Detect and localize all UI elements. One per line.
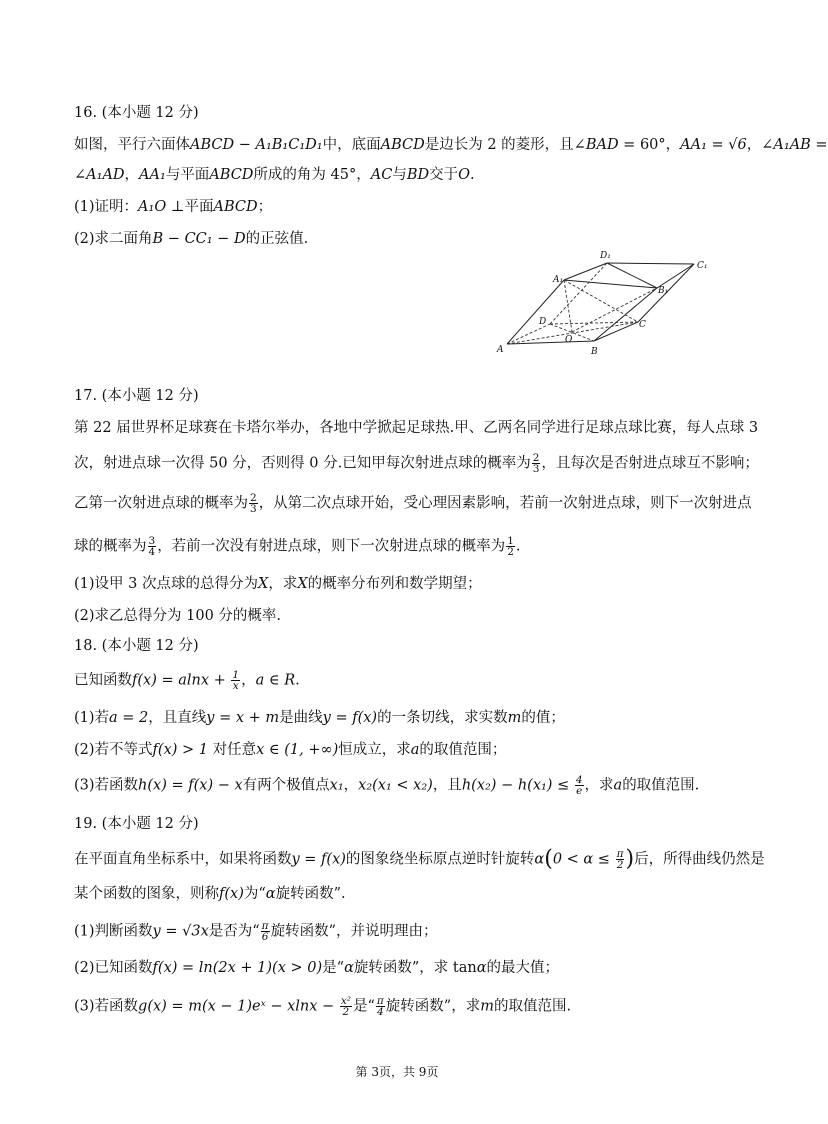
seg-A1C-hidden: [564, 280, 638, 322]
label-B: B: [591, 347, 598, 357]
fraction: $\frac{2}{3}$: [532, 452, 540, 475]
edge-D1C1: [607, 263, 694, 264]
q17-stem-line4: 球的概率为 $\frac{3}{4}$ ，若前一次没有射进点球，则下一次射进点球的概率为 $\frac{1}{2}$ .: [74, 535, 521, 558]
q17-stem-line1: 第 22 届世界杯足球赛在卡塔尔举办，各地中学掀起足球热.甲、乙两名同学进行足球点球比赛，每人点球 3: [74, 420, 759, 436]
q16-stem-line2: ∠A₁AD，AA₁与平面ABCD所成的角为 45°，AC与BD交于O.: [74, 167, 475, 183]
edge-A1D1: [564, 263, 607, 280]
q19-stem-line1: 在平面直角坐标系中，如果将函数y = f(x)的图象绕坐标原点逆时针旋转α(0 < α ≤ $\frac{\pi}{2}$ )后，所得曲线仍然是: [74, 846, 765, 872]
label-D: D: [539, 317, 547, 327]
q18-header: 18. (本小题 12 分): [74, 638, 199, 654]
label-A: A: [497, 345, 504, 355]
fraction: $\frac{1}{x}$: [232, 669, 240, 692]
q18-part2: (2)若不等式f(x) > 1 对任意x ∈ (1, +∞)恒成立，求a的取值范围；: [74, 742, 507, 758]
label-C: C: [639, 320, 646, 330]
q19-part3: (3)若函数g(x) = m(x − 1)eˣ − xlnx − $\frac{\text{x²}}{2}$ 是“ $\frac{\pi}{4}$ 旋转函数”，求m的取值范围.: [74, 995, 572, 1018]
q17-stem-line3: 乙第一次射进点球的概率为 $\frac{2}{3}$ ，从第二次点球开始，受心理因素影响，若前一次射进点球，则下一次射进点: [74, 492, 752, 515]
label-D1: D₁: [600, 251, 611, 261]
q16-header: 16. (本小题 12 分): [74, 105, 199, 121]
fraction: $\frac{1}{2}$: [507, 535, 514, 558]
q16-stem-line1: 如图，平行六面体ABCD − A₁B₁C₁D₁中，底面ABCD是边长为 2 的菱形，且∠BAD = 60°，AA₁ = √6，∠A₁AB =: [74, 137, 828, 153]
edge-AB: [507, 341, 594, 344]
parallelepiped-figure: [494, 244, 724, 362]
edge-DC-hidden: [550, 322, 638, 324]
label-C1: C₁: [697, 261, 708, 271]
q17-header: 17. (本小题 12 分): [74, 388, 199, 404]
edge-BC: [594, 322, 638, 341]
fraction: $\frac{3}{4}$: [148, 535, 156, 558]
edge-DD1-hidden: [550, 263, 607, 324]
q16-part2: (2)求二面角B − CC₁ − D的正弦值.: [74, 231, 309, 247]
seg-A1O-hidden: [564, 280, 572, 332]
q19-stem-line2: 某个函数的图象，则称f(x)为“α旋转函数”.: [74, 886, 346, 902]
q18-part3: (3)若函数h(x) = f(x) − x有两个极值点x₁，x₂(x₁ < x₂)，且h(x₂) − h(x₁) ≤ $\frac{4}{e}$ ，求a的取值范围.: [74, 774, 700, 797]
q17-part1: (1)设甲 3 次点球的总得分为X，求X的概率分布列和数学期望；: [74, 576, 482, 592]
q18-definition: 已知函数f(x) = alnx + $\frac{1}{x}$ ，a ∈ R.: [74, 669, 300, 692]
fraction: $\frac{4}{e}$: [575, 774, 583, 797]
fraction: $\frac{\pi}{2}$: [616, 848, 624, 871]
q17-part2: (2)求乙总得分为 100 分的概率.: [74, 608, 282, 624]
q19-part1: (1)判断函数y = √3x是否为“ $\frac{\pi}{6}$ 旋转函数”，并说明理由；: [74, 920, 438, 943]
edge-AA1: [507, 280, 564, 344]
fraction: $\frac{2}{3}$: [250, 492, 257, 515]
q19-header: 19. (本小题 12 分): [74, 816, 199, 832]
label-A1: A₁: [553, 275, 564, 285]
q16-part1: (1)证明：A₁O ⊥平面ABCD；: [74, 199, 273, 215]
fraction: $\frac{\pi}{6}$: [261, 920, 269, 943]
page-footer: 第 3页，共 9页: [355, 1065, 439, 1079]
edge-AD-hidden: [507, 324, 550, 344]
q19-part2: (2)已知函数f(x) = ln(2x + 1)(x > 0)是“α旋转函数”，求 tanα的最大值；: [74, 960, 560, 976]
label-O: O: [565, 335, 573, 345]
fraction: $\frac{\pi}{4}$: [376, 995, 384, 1018]
edge-B1C1: [657, 264, 694, 288]
fraction: $\frac{\text{x²}}{2}$: [340, 995, 351, 1018]
diag-AC-hidden: [507, 322, 638, 344]
q17-stem-line2: 次，射进点球一次得 50 分，否则得 0 分.已知甲每次射进点球的概率为 $\frac{2}{3}$ ，且每次是否射进点球互不影响；: [74, 452, 759, 475]
q18-part1: (1)若a = 2，且直线y = x + m是曲线y = f(x)的一条切线，求实数m的值；: [74, 710, 565, 726]
label-B1: B₁: [658, 286, 669, 296]
